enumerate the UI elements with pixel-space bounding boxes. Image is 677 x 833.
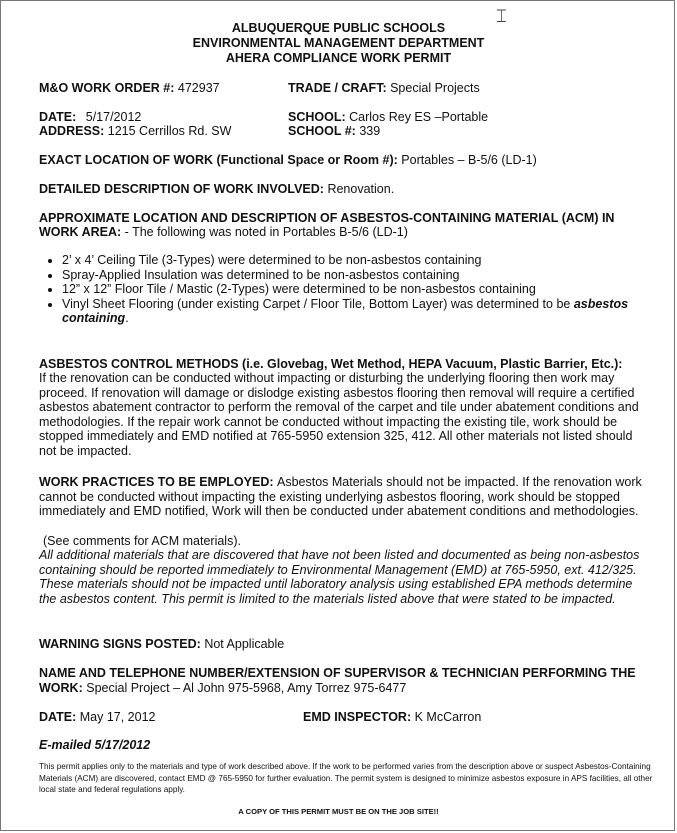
school-line (288, 110, 488, 125)
acm-heading-line2 (39, 225, 408, 240)
description-label: DETAILED DESCRIPTION OF WORK INVOLVED: (39, 182, 324, 196)
description-line (39, 182, 394, 197)
acm-list-item: • Spray-Applied Insulation was determined to be non-asbestos containing (62, 268, 670, 283)
inspector-line (303, 710, 481, 725)
work-practices-italic-body: All additional materials that are discovered that have not been listed and documented as being non-asbestos containing should be reported immediately to Environmental Management (EMD) at 765-5950, ext. 412/325. These materials should not be impacted until laboratory analysis using established EPA methods determine the asbestos content. This permit is limited to the materials listed above that were stated to be impacted. (39, 548, 640, 606)
work-practices-block (39, 475, 647, 519)
supervisor-line2 (39, 681, 406, 696)
work-order-line (39, 81, 220, 96)
date-line (39, 110, 141, 125)
acm-list-item: • 12” x 12” Floor Tile / Mastic (2-Types) were determined to be non-asbestos containing (62, 282, 670, 297)
location-label: EXACT LOCATION OF WORK (Functional Space or Room #): (39, 153, 398, 167)
school-number-label: SCHOOL #: (288, 124, 356, 138)
trade-line (288, 81, 480, 96)
signoff-date-line (39, 710, 156, 725)
warning-label: WARNING SIGNS POSTED: (39, 637, 201, 651)
acm-heading-note: - The following was noted in Portables B-5/6 (LD-1) (124, 225, 408, 239)
work-practices-body: Asbestos Materials should not be impacted. If the renovation work cannot be conducted without impacting the existing underlying asbestos flooring, work should be stopped immediately and EMD notified, Work will then be conducted under abatement conditions and methodologies. (39, 475, 642, 519)
description-value: Renovation. (327, 182, 395, 196)
header-organization: ALBUQUERQUE PUBLIC SCHOOLS (231, 21, 446, 35)
supervisor-label-line1: NAME AND TELEPHONE NUMBER/EXTENSION OF SUPERVISOR & TECHNICIAN PERFORMING THE (39, 666, 636, 680)
signoff-date-label: DATE: (39, 710, 77, 724)
location-line (39, 153, 537, 168)
warning-value: Not Applicable (204, 637, 285, 651)
date-value: 5/17/2012 (85, 110, 142, 124)
control-methods-label: ASBESTOS CONTROL METHODS (i.e. Glovebag, Wet Method, HEPA Vacuum, Plastic Barrier, Etc.): (39, 357, 623, 371)
text-cursor-icon: ⌶ (496, 6, 507, 27)
work-order-value: 472937 (177, 81, 220, 95)
footer-copy-notice: A COPY OF THIS PERMIT MUST BE ON THE JOB SITE!! (238, 807, 439, 816)
acm-list-item (62, 297, 670, 326)
header-permit-title: AHERA COMPLIANCE WORK PERMIT (225, 51, 452, 65)
address-value: 1215 Cerrillos Rd. SW (107, 124, 232, 138)
trade-label: TRADE / CRAFT: (288, 81, 387, 95)
supervisor-value: Special Project – Al John 975-5968, Amy Torrez 975-6477 (86, 681, 407, 695)
school-number-line (288, 124, 380, 139)
supervisor-label-work: WORK: (39, 681, 83, 695)
signoff-date-value: May 17, 2012 (79, 710, 156, 724)
address-line (39, 124, 231, 139)
emailed-note: E-mailed 5/17/2012 (39, 738, 151, 752)
acm-list-item: • 2’ x 4’ Ceiling Tile (3-Types) were determined to be non-asbestos containing (62, 253, 670, 268)
work-practices-note: (See comments for ACM materials). (43, 534, 241, 548)
address-label: ADDRESS: (39, 124, 105, 138)
inspector-label: EMD INSPECTOR: (303, 710, 412, 724)
warning-line (39, 637, 284, 652)
acm-heading-line1: APPROXIMATE LOCATION AND DESCRIPTION OF ASBESTOS-CONTAINING MATERIAL (ACM) IN (39, 211, 615, 225)
acm-list (39, 253, 670, 326)
acm-last-item-emphasis: asbestos containing (62, 296, 629, 326)
acm-last-item-text: Vinyl Sheet Flooring (under existing Carpet / Floor Tile, Bottom Layer) was determined to be (62, 296, 571, 311)
school-number-value: 339 (359, 124, 381, 138)
control-methods-body: If the renovation can be conducted without impacting or disturbing the underlying flooring then work may proceed. If renovation will damage or dislodge existing asbestos flooring then removal will require a certified asbestos abatement contractor to perform the removal of the carpet and tile under abatement conditions and methodologies. If the repair work cannot be conducted without impacting the existing tile, work should be stopped immediately and EMD notified at 765-5950 extension 325, 412. All other materials not listed should not be impacted. (39, 371, 639, 458)
date-label: DATE: (39, 110, 77, 124)
work-practices-label: WORK PRACTICES TO BE EMPLOYED: (39, 475, 274, 489)
school-value: Carlos Rey ES –Portable (349, 110, 489, 124)
location-value: Portables – B-5/6 (LD-1) (401, 153, 537, 167)
inspector-value: K McCarron (414, 710, 482, 724)
acm-last-item-end: . (125, 311, 129, 326)
header-department: ENVIRONMENTAL MANAGEMENT DEPARTMENT (192, 36, 485, 50)
trade-value: Special Projects (390, 81, 480, 95)
school-label: SCHOOL: (288, 110, 346, 124)
work-order-label: M&O WORK ORDER #: (39, 81, 175, 95)
footer-fine-print: This permit applies only to the materials and type of work described above. If the work to be performed varies from the description above or suspect Asbestos-Containing Materials (ACM) are discovered, contact EMD @ 765-5950 for further evaluation. The permit system is designed to minimize asbestos exposure in APS facilities, all other local state and federal regulations apply. (39, 762, 653, 794)
acm-heading-work-area: WORK AREA: (39, 225, 122, 239)
